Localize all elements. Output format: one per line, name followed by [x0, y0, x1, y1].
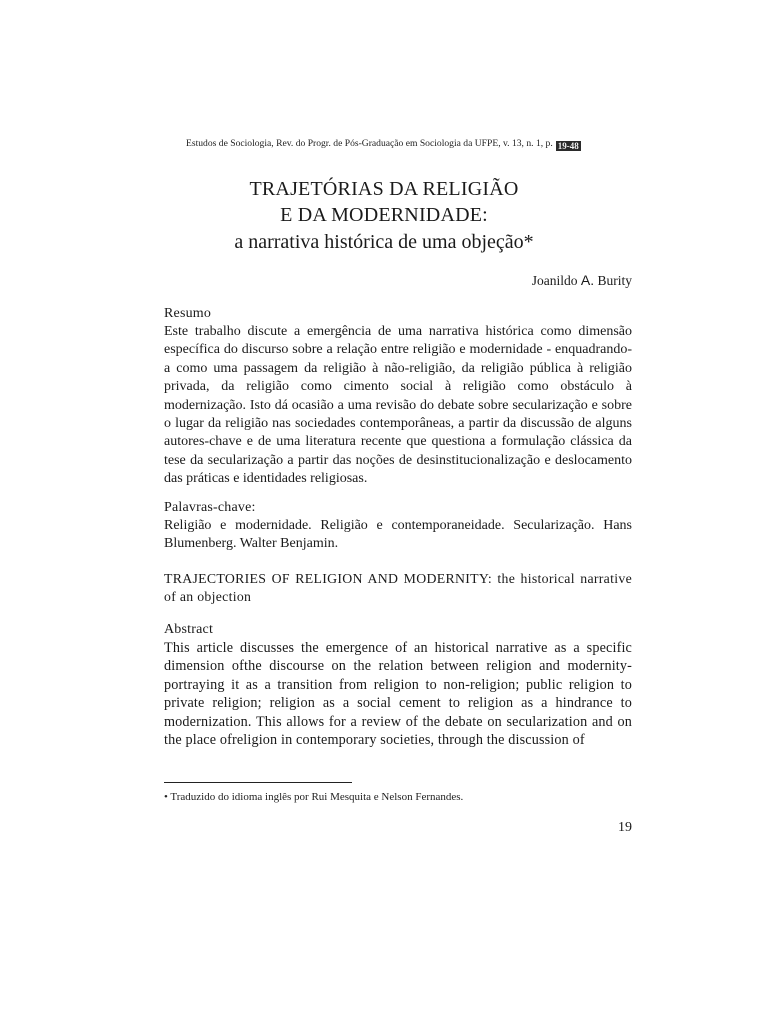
- author-first-name: Joanildo: [531, 273, 578, 288]
- author-name: [532, 272, 632, 289]
- journal-citation: Estudos de Sociologia, Rev. do Progr. de Pós-Graduação em Sociologia da UFPE, v. 13, n. 1, p.: [186, 138, 553, 149]
- footnote: • Traduzido do idioma inglês por Rui Mesquita e Nelson Fernandes.: [164, 791, 464, 803]
- author-initial: A.: [580, 272, 595, 288]
- english-title-section: [164, 570, 632, 607]
- keywords-heading: Palavras-chave:: [164, 500, 256, 515]
- footnote-divider: [164, 782, 352, 783]
- journal-header: [186, 138, 636, 149]
- page-number: 19: [618, 820, 632, 835]
- resumo-text: Este trabalho discute a emergência de uma narrativa histórica como dimensão específica do discurso sobre a relação entre religião e modernidade - enquadrando-a como uma passagem da religião à não-religião, da religião pública à religião privada, da religião como cimento social à religião como obstáculo à modernização. Isto dá ocasião a uma revisão do debate sobre secularização e sobre o lugar da religião nas sociedades contemporâneas, a partir da discussão de alguns autores-chave e de uma literatura recente que questiona a formulação clássica da tese da secularização a partir das noções de desinstitucionalização e deslocamento das práticas e identidades religiosas.: [164, 324, 632, 487]
- title-subtitle: a narrativa histórica de uma objeção*: [234, 231, 534, 253]
- page-range-badge: 19-48: [557, 141, 579, 151]
- title-line-1: TRAJETÓRIAS DA RELIGIÃO: [249, 178, 519, 200]
- article-title: [150, 176, 618, 256]
- resumo-heading: Resumo: [164, 306, 212, 321]
- author-last-name: Burity: [597, 273, 632, 288]
- resumo-section: [164, 305, 632, 489]
- abstract-section: [164, 621, 632, 749]
- english-title: TRAJECTORIES OF RELIGION AND MODERNITY: the historical narrative of an objection: [164, 571, 632, 605]
- keywords-text: Religião e modernidade. Religião e contemporaneidade. Secularização. Hans Blumenberg. Walter Benjamin.: [164, 518, 632, 552]
- keywords-section: [164, 499, 632, 554]
- abstract-text: This article discusses the emergence of an historical narrative as a specific dimension ofthe discourse on the relation between religion and modernity-portraying it as a transition from religion to non-religion; public religion to private religion; religion as a social cement to religion as a hindrance to modernization. This allows for a review of the debate on secularization and on the place ofreligion in contemporary societies, through the discussion of: [164, 640, 632, 749]
- abstract-heading: Abstract: [164, 622, 214, 637]
- title-line-2: E DA MODERNIDADE:: [280, 204, 488, 226]
